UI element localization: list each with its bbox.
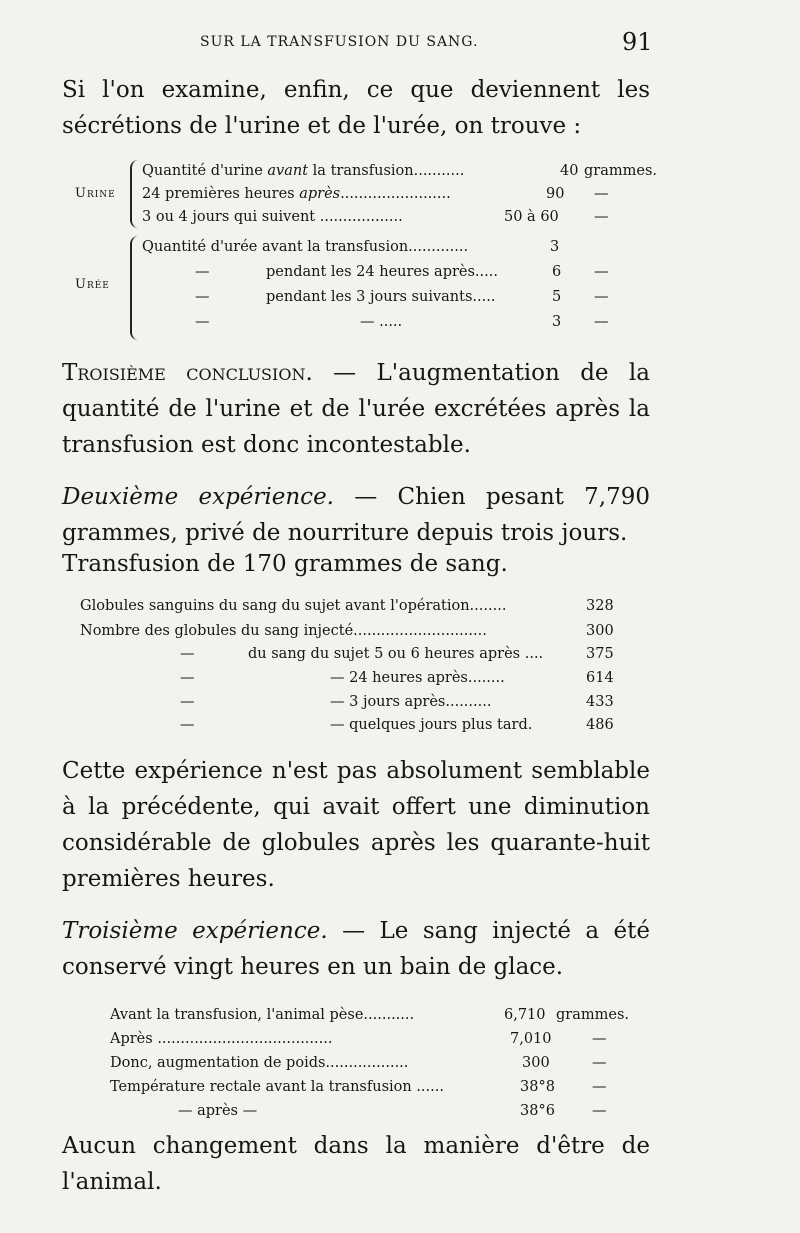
- exp3-row: — après —: [178, 1103, 258, 1119]
- exp3-value: 38°8: [520, 1079, 555, 1095]
- uree-unit: —: [594, 289, 609, 305]
- urine-unit: grammes.: [584, 163, 657, 179]
- uree-value: 3: [552, 314, 562, 330]
- exp3-unit: —: [592, 1103, 607, 1119]
- uree-row: —: [195, 314, 210, 330]
- exp2-row: Nombre des globules du sang injecté.............................: [80, 623, 487, 639]
- conclusion-label: Troisième conclusion.: [62, 360, 313, 386]
- exp2-row: Globules sanguins du sang du sujet avant l'opération........: [80, 598, 507, 614]
- urine-row: 24 premières heures après........................: [142, 186, 451, 202]
- exp2-comment: Cette expérience n'est pas absolument semblable à la précédente, qui avait offert une diminution considérable de globules après les quarante-huit premières heures.: [62, 758, 650, 892]
- exp3-unit: —: [592, 1055, 607, 1071]
- exp3-unit: —: [592, 1079, 607, 1095]
- uree-value: 3: [550, 239, 560, 255]
- exp2-row: —: [180, 646, 195, 662]
- urine-brace: [130, 160, 138, 228]
- urine-value: 50 à 60: [504, 209, 559, 225]
- exp3-final: Aucun changement dans la manière d'être de l'animal.: [62, 1133, 650, 1195]
- exp2-row: —: [180, 694, 195, 710]
- exp3-value: 38°6: [520, 1103, 555, 1119]
- exp2-row-detail: — 24 heures après........: [330, 670, 505, 686]
- conclusion-paragraph: Troisième conclusion. — L'augmentation de la quantité de l'urine et de l'urée excrétées après la transfusion est donc incontestable.: [62, 360, 650, 458]
- exp3-paragraph: Troisième expérience. — Le sang injecté a été conservé vingt heures en un bain de glace.: [62, 918, 650, 980]
- exp3-row: Avant la transfusion, l'animal pèse...........: [110, 1007, 415, 1023]
- uree-unit: —: [594, 264, 609, 280]
- uree-row-detail: pendant les 3 jours suivants.....: [266, 289, 496, 305]
- exp3-row: Température rectale avant la transfusion ......: [110, 1079, 444, 1095]
- uree-value: 6: [552, 264, 562, 280]
- urine-unit: —: [594, 186, 609, 202]
- urine-label: Urine: [75, 186, 116, 201]
- exp2-row-detail: — quelques jours plus tard.: [330, 717, 533, 733]
- uree-row: Quantité d'urée avant la transfusion.............: [142, 239, 469, 255]
- urine-row: 3 ou 4 jours qui suivent ..................: [142, 209, 403, 225]
- uree-value: 5: [552, 289, 562, 305]
- exp3-unit: grammes.: [556, 1007, 629, 1023]
- exp2-row: —: [180, 717, 195, 733]
- exp2-value: 433: [586, 694, 614, 710]
- urine-row: Quantité d'urine avant la transfusion...........: [142, 163, 465, 179]
- exp3-unit: —: [592, 1031, 607, 1047]
- exp3-row: Donc, augmentation de poids..................: [110, 1055, 409, 1071]
- urine-value: 40: [560, 163, 579, 179]
- exp3-value: 6,710: [504, 1007, 546, 1023]
- exp2-transfusion: Transfusion de 170 grammes de sang.: [62, 551, 508, 577]
- uree-label: Urée: [75, 277, 110, 292]
- uree-row: —: [195, 264, 210, 280]
- urine-unit: —: [594, 209, 609, 225]
- exp2-value: 486: [586, 717, 614, 733]
- exp2-value: 328: [586, 598, 614, 614]
- exp3-row: Après ......................................: [110, 1031, 333, 1047]
- uree-brace: [130, 236, 138, 340]
- uree-row: —: [195, 289, 210, 305]
- exp2-value: 375: [586, 646, 614, 662]
- page-header: [0, 28, 800, 62]
- page-number: 91: [622, 28, 653, 56]
- exp2-paragraph: Deuxième expérience. — Chien pesant 7,790 grammes, privé de nourriture depuis trois jours.: [62, 484, 651, 546]
- exp2-value: 300: [586, 623, 614, 639]
- uree-unit: —: [594, 314, 609, 330]
- running-title: SUR LA TRANSFUSION DU SANG.: [200, 34, 479, 50]
- exp2-row-detail: — 3 jours après..........: [330, 694, 492, 710]
- intro-paragraph: Si l'on examine, enfin, ce que deviennent les sécrétions de l'urine et de l'urée, on trouve :: [62, 77, 650, 139]
- exp2-title: Deuxième expérience.: [62, 484, 334, 510]
- exp3-title: Troisième expérience.: [62, 918, 328, 944]
- exp2-row: —: [180, 670, 195, 686]
- exp2-row-detail: du sang du sujet 5 ou 6 heures après ....: [248, 646, 544, 662]
- uree-row-detail: pendant les 24 heures après.....: [266, 264, 498, 280]
- urine-value: 90: [546, 186, 565, 202]
- exp3-value: 300: [522, 1055, 550, 1071]
- uree-row-detail: — .....: [360, 314, 403, 330]
- exp2-value: 614: [586, 670, 614, 686]
- exp3-value: 7,010: [510, 1031, 552, 1047]
